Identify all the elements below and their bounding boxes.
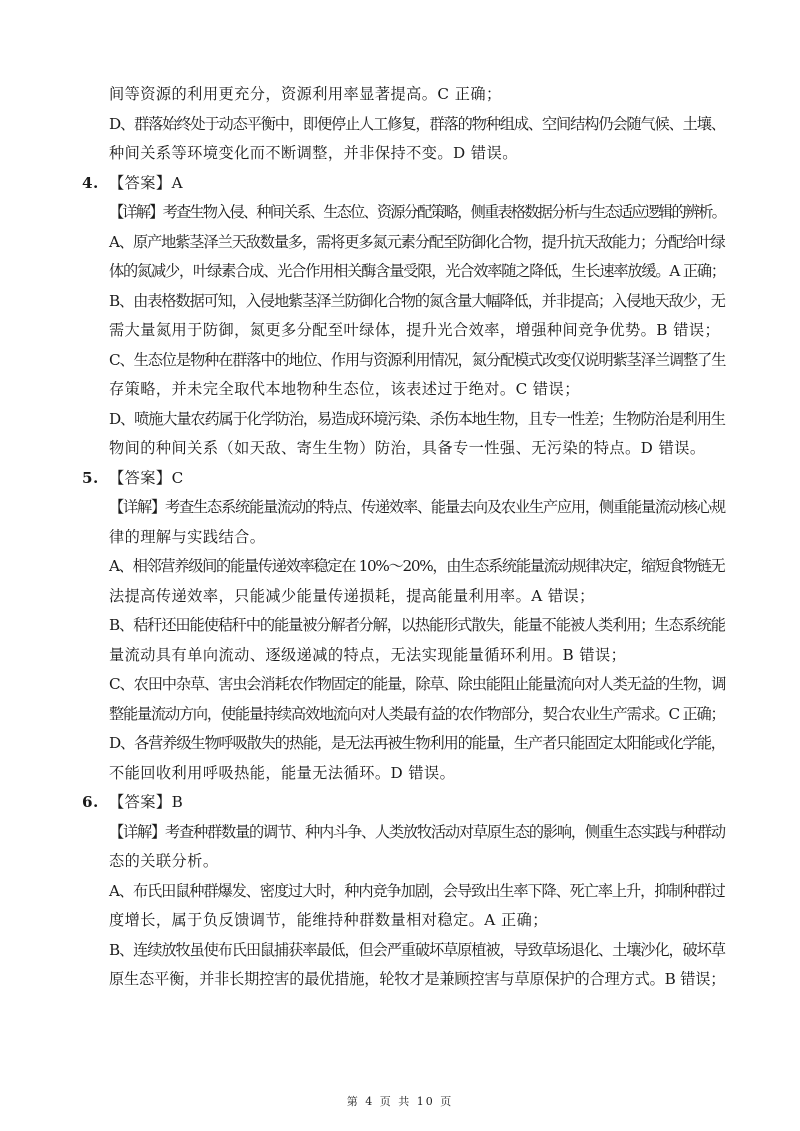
answer-letter: B [171,793,184,811]
answer-line [82,788,727,818]
answer-letter: C [171,468,184,487]
text-line: D、群落始终处于动态平衡中，即便停止人工修复，群落的物种组成、空间结构仍会随气候、土壤、 [109,114,725,133]
text-line: B、连续放牧虽使布氏田鼠捕获率最低，但会严重破坏草原植被，导致草场退化、土壤沙化，破坏草 [109,940,725,959]
page-footer: 第 4 页 共 10 页 [346,1095,454,1108]
text-line: 物间的种间关系（如天敌、寄生生物）防治，具备专一性强、无污染的特点。D 错误。 [109,439,706,457]
text-line: 【详解】考查生态系统能量流动的特点、传递效率、能量去向及农业生产应用，侧重能量流动核心规 [109,498,725,516]
text-line: 法提高传递效率，只能减少能量传递损耗，提高能量利用率。A 错误； [109,586,595,605]
text-line: 种间关系等环境变化而不断调整，并非保持不变。D 错误。 [109,144,518,162]
text-line: A、布氏田鼠种群爆发、密度过大时，种内竞争加剧，会导致出生率下降、死亡率上升，抑制种群过 [109,881,725,900]
answer-line [82,169,727,199]
text-line: 态的关联分析。 [109,852,219,870]
question-number: 6. [82,793,99,811]
text-line: 律的理解与实践结合。 [109,527,266,546]
text-line: B、秸秆还田能使秸秆中的能量被分解者分解，以热能形式散失，能量不能被人类利用；生态系统能 [109,616,725,634]
answer-tag: 【答案】 [109,468,172,487]
answer-tag: 【答案】 [109,793,172,811]
answer-tag: 【答案】 [109,173,172,192]
text-line: 不能回收利用呼吸热能，能量无法循环。D 错误。 [109,763,456,782]
text-line: C、生态位是物种在群落中的地位、作用与资源利用情况，氮分配模式改变仅说明紫茎泽兰调整了生 [109,350,726,369]
text-line: 间等资源的利用更充分，资源利用率显著提高。C 正确； [109,85,502,103]
question-number: 4. [82,173,99,192]
answer-letter: A [171,173,183,192]
text-line: 整能量流动方向，使能量持续高效地流向对人类最有益的农作物部分，契合农业生产需求。C 正确； [109,704,725,723]
text-line: 需大量氮用于防御，氮更多分配至叶绿体，提升光合效率，增强种间竞争优势。B 错误； [109,321,721,339]
text-line: 【详解】考查种群数量的调节、种内斗争、人类放牧活动对草原生态的影响，侧重生态实践与种群动 [109,822,725,841]
text-line: B、由表格数据可知，入侵地紫茎泽兰防御化合物的氮含量大幅降低，并非提高；入侵地天敌少，无 [109,291,725,310]
text-line: 量流动具有单向流动、逐级递减的特点，无法实现能量循环利用。B 错误； [109,645,627,664]
text-line: D、各营养级生物呼吸散失的热能，是无法再被生物利用的能量，生产者只能固定太阳能或化学能， [109,734,725,752]
text-line: A、相邻营养级间的能量传递效率稳定在 10%～20%，由生态系统能量流动规律决定，缩短食物链无 [109,557,725,575]
text-line: A、原产地紫茎泽兰天敌数量多，需将更多氮元素分配至防御化合物，提升抗天敌能力；分配给叶绿 [109,232,725,251]
text-line: 度增长，属于负反馈调节，能维持种群数量相对稳定。A 正确； [109,911,548,929]
text-line: 体的氮减少，叶绿素合成、光合作用相关酶含量受限，光合效率随之降低，生长速率放缓。A 正确； [109,262,725,280]
text-line: C、农田中杂草、害虫会消耗农作物固定的能量，除草、除虫能阻止能量流向对人类无益的生物，调 [109,675,726,693]
text-line: 【详解】考查生物入侵、种间关系、生态位、资源分配策略，侧重表格数据分析与生态适应逻辑的辨析。 [109,203,726,221]
text-line: 原生态平衡，并非长期控害的最优措施，轮牧才是兼顾控害与草原保护的合理方式。B 错误； [109,970,726,988]
text-line: 存策略，并未完全取代本地物种生态位，该表述过于绝对。C 错误； [109,380,580,398]
text-line: D、喷施大量农药属于化学防治，易造成环境污染、杀伤本地生物，且专一性差；生物防治是利用生 [109,409,725,428]
document-body [82,80,727,995]
question-number: 5. [82,468,99,487]
answer-line [82,464,727,494]
